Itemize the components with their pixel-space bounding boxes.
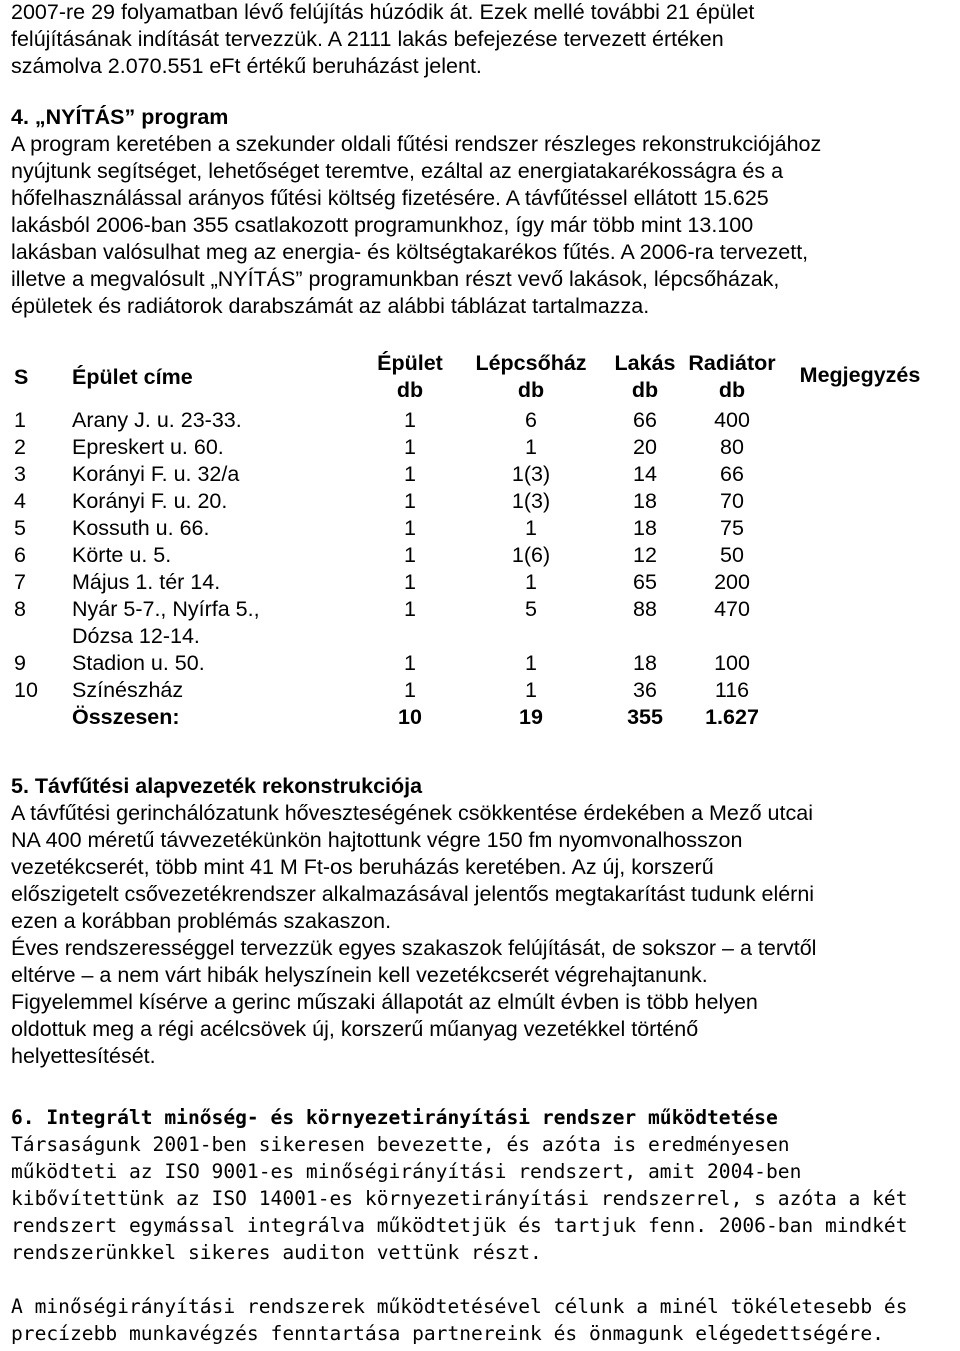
cell-lakas: 36 [633,678,657,702]
cell-cim: Kossuth u. 66. [72,516,210,540]
cell-s: 7 [14,570,26,594]
cell-megjegyzes [780,434,940,461]
intro-line: felújításának indítását tervezzük. A 2111 lakás befejezése tervezett értéken [11,27,724,51]
cell-s: 3 [14,462,26,486]
cell-lepcsohaz: 1 [525,435,537,459]
section-6-line: rendszerünkkel sikeres auditon vettünk részt. [11,1241,542,1264]
header-lepcsohaz-line1: Lépcsőház [475,351,587,375]
section-4-line: lakásban valósulhat meg az energia- és költségtakarékos fűtés. A 2006-ra tervezett, [11,240,809,264]
cell-megjegyzes [780,650,940,677]
cell-lakas: 12 [633,543,657,567]
header-s: S [14,364,29,389]
section-4-heading: 4. „NYÍTÁS” program [11,105,229,129]
table-row [11,569,940,596]
section-5-line: ezen a korábban problémás szakaszon. [11,909,392,933]
total-epulet: 10 [398,705,422,729]
cell-lepcsohaz: 1(3) [511,489,551,513]
cell-cim: Arany J. u. 23-33. [72,408,242,432]
section-4-line: nyújtunk segítséget, lehetőséget teremtve, ezáltal az energiatakarékosságra és a [11,159,784,183]
table-row [11,542,940,569]
cell-cim: Május 1. tér 14. [72,570,221,594]
cell-radiator: 116 [714,678,750,702]
cell-megjegyzes [780,515,940,542]
cell-megjegyzes [780,704,940,731]
section-4 [11,104,909,320]
section-5-line: oldottuk meg a régi acélcsövek új, korszerű műanyag vezetékkel történő [11,1017,699,1041]
cell-lakas: 18 [633,516,657,540]
cell-radiator: 400 [714,408,750,432]
cell-cim: Színészház [72,678,184,702]
header-radiator [684,347,780,407]
cell-cim: Korányi F. u. 32/a [72,462,240,486]
total-lepcsohaz: 19 [519,705,543,729]
section-4-line: hőfelhasználással arányos fűtési költség fizetésére. A távfűtéssel ellátott 15.625 [11,186,769,210]
header-radiator-line1: Radiátor [688,351,776,375]
cell-s: 10 [14,678,38,702]
cell-megjegyzes [780,407,940,434]
section-5-line: vezetékcserét, több mint 41 M Ft-os beruházás keretében. Az új, korszerű [11,855,714,879]
cell-epulet: 1 [404,678,416,702]
header-lepcsohaz-line2: db [517,378,545,402]
cell-megjegyzes [780,569,940,596]
table-row [11,515,940,542]
cell-s: 4 [14,489,26,513]
cell-radiator: 70 [720,489,744,513]
cell-lepcsohaz: 1 [525,516,537,540]
section-4-line: épületek és radiátorok darabszámát az alábbi táblázat tartalmazza. [11,294,650,318]
cell-cim-line1: Nyár 5-7., Nyírfa 5., [72,597,260,621]
section-5-line: A távfűtési gerinchálózatunk hőveszteségének csökkentése érdekében a Mező utcai [11,801,813,825]
cell-s: 5 [14,516,26,540]
cell-megjegyzes [780,677,940,704]
section-5-line: helyettesítését. [11,1044,156,1068]
section-4-line: illetve a megvalósult „NYÍTÁS” programunkban részt vevő lakások, lépcsőházak, [11,267,780,291]
section-6-line: precízebb munkavégzés fenntartása partnereink és önmagunk elégedettségére. [11,1322,884,1345]
section-6-line: kibővítettünk az ISO 14001-es környezetirányítási rendszerrel, s azóta a két [11,1187,908,1210]
section-5-line: NA 400 méretű távvezetékünkön hajtottunk végre 150 fm nyomvonalhosszon [11,828,743,852]
header-lepcsohaz [456,347,606,407]
cell-lakas: 18 [633,651,657,675]
section-5-line: Figyelemmel kísérve a gerinc műszaki állapotát az elmúlt évben is több helyen [11,990,758,1014]
section-6-heading: 6. Integrált minőség- és környezetirányítási rendszer működtetése [11,1106,778,1129]
cell-radiator: 200 [714,570,750,594]
cell-lakas: 20 [633,435,657,459]
cell-megjegyzes [780,488,940,515]
header-megjegyzes: Megjegyzés [799,363,921,387]
total-lakas: 355 [627,705,663,729]
cell-radiator: 75 [720,516,744,540]
section-5-heading: 5. Távfűtési alapvezeték rekonstrukciója [11,774,423,798]
header-epulet [364,347,456,407]
cell-lakas: 65 [633,570,657,594]
cell-megjegyzes [780,542,940,569]
section-4-line: A program keretében a szekunder oldali fűtési rendszer részleges rekonstrukciójához [11,132,822,156]
cell-cim: Stadion u. 50. [72,651,205,675]
cell-lepcsohaz: 5 [525,597,537,621]
cell-radiator: 470 [714,597,750,621]
section-5 [11,773,909,1070]
table-row [11,407,940,434]
section-6-line: működteti az ISO 9001-es minőségirányítási rendszert, amit 2004-ben [11,1160,802,1183]
cell-cim: Körte u. 5. [72,543,172,567]
section-6-line: A minőségirányítási rendszerek működtetésével célunk a minél tökéletesebb és [11,1295,908,1318]
cell-lepcsohaz: 1 [525,570,537,594]
cell-epulet: 1 [404,651,416,675]
table-row [11,461,940,488]
cell-epulet: 1 [404,597,416,621]
total-label: Összesen: [72,705,180,729]
cell-s: 1 [14,408,26,432]
table-total-row [11,704,940,731]
section-6 [11,1104,909,1347]
table-row [11,650,940,677]
total-radiator: 1.627 [705,705,759,729]
section-5-line: eltérve – a nem várt hibák helyszínein kell vezetékcserét végrehajtanunk. [11,963,708,987]
blank-line [11,1266,909,1293]
cell-s [11,704,66,731]
cell-epulet: 1 [404,435,416,459]
cell-radiator: 100 [714,651,750,675]
cell-epulet: 1 [404,570,416,594]
table-row [11,677,940,704]
header-radiator-line2: db [718,378,746,402]
section-5-line: előszigetelt csővezetékrendszer alkalmazásával jelentős megtakarítást tudunk elérni [11,882,815,906]
cell-lakas: 66 [633,408,657,432]
cell-cim-line2: Dózsa 12-14. [72,624,200,648]
cell-radiator: 66 [720,462,744,486]
cell-s: 9 [14,651,26,675]
header-epulet-line2: db [396,378,424,402]
cell-lepcsohaz: 1 [525,678,537,702]
cell-megjegyzes [780,596,940,650]
cell-lakas: 88 [633,597,657,621]
cell-radiator: 50 [720,543,744,567]
header-lakas [606,347,684,407]
header-lakas-line2: db [631,378,659,402]
cell-radiator: 80 [720,435,744,459]
cell-lepcsohaz: 6 [525,408,537,432]
section-5-line: Éves rendszerességgel tervezzük egyes szakaszok felújítását, de sokszor – a tervtől [11,936,817,960]
cell-cim: Epreskert u. 60. [72,435,224,459]
cell-cim [66,596,364,650]
cell-s: 6 [14,543,26,567]
cell-epulet: 1 [404,462,416,486]
cell-epulet: 1 [404,516,416,540]
section-6-line: rendszert egymással integrálva működtetjük és tartjuk fenn. 2006-ban mindkét [11,1214,908,1237]
table-row [11,596,940,650]
cell-lepcsohaz: 1(6) [511,543,551,567]
header-lakas-line1: Lakás [614,351,676,375]
table-row [11,488,940,515]
cell-cim: Korányi F. u. 20. [72,489,228,513]
intro-line: 2007-re 29 folyamatban lévő felújítás húzódik át. Ezek mellé további 21 épület [11,0,755,24]
cell-epulet: 1 [404,489,416,513]
intro-paragraph [11,0,909,80]
cell-megjegyzes [780,461,940,488]
header-epulet-line1: Épület [377,351,443,375]
cell-epulet: 1 [404,408,416,432]
section-4-line: lakásból 2006-ban 355 csatlakozott programunkhoz, így már több mint 13.100 [11,213,754,237]
cell-s: 8 [14,597,26,621]
cell-lakas: 14 [633,462,657,486]
cell-epulet: 1 [404,543,416,567]
nyitas-table [11,347,940,731]
table-row [11,434,940,461]
cell-lepcsohaz: 1(3) [511,462,551,486]
cell-lepcsohaz: 1 [525,651,537,675]
header-cim: Épület címe [72,364,193,389]
intro-line: számolva 2.070.551 eFt értékű beruházást jelent. [11,54,482,78]
cell-lakas: 18 [633,489,657,513]
table-header-row [11,347,940,407]
section-6-line: Társaságunk 2001-ben sikeresen bevezette, és azóta is eredményesen [11,1133,790,1156]
cell-s: 2 [14,435,26,459]
